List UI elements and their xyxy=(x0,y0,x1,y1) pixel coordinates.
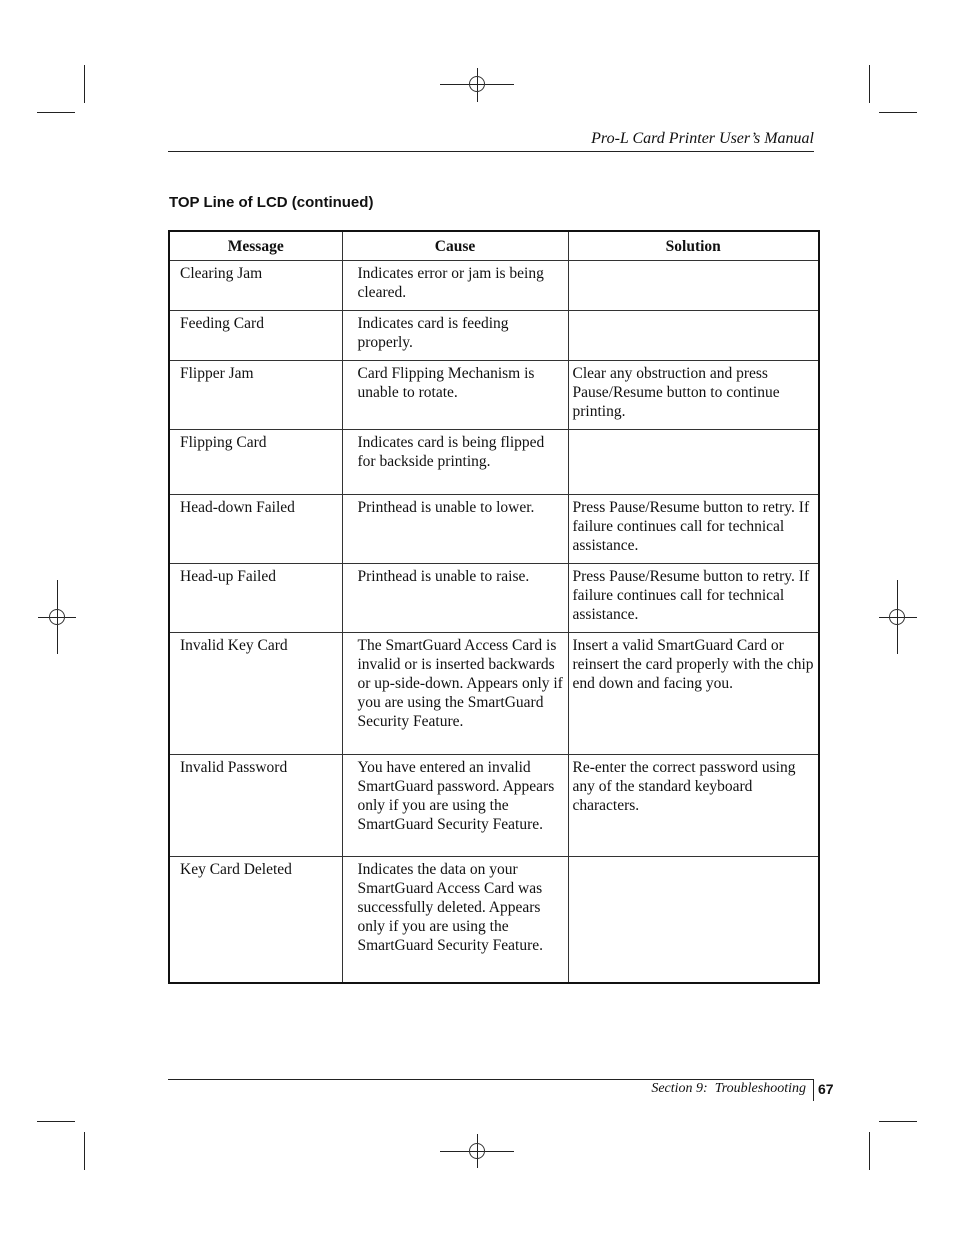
message-cell: Feeding Card xyxy=(169,310,342,360)
message-cell: Key Card Deleted xyxy=(169,856,342,983)
solution-cell xyxy=(568,856,819,983)
footer-section-label: Section 9: Troubleshooting xyxy=(651,1081,806,1096)
table-row xyxy=(169,754,819,856)
cause-cell: Printhead is unable to lower. xyxy=(342,494,568,563)
message-cell: Invalid Key Card xyxy=(169,632,342,754)
cause-cell: Indicates the data on your SmartGuard Access Card was successfully deleted. Appears only if you are using the SmartGuard Security Feature. xyxy=(342,856,568,983)
column-header-message: Message xyxy=(169,231,342,260)
message-cell: Invalid Password xyxy=(169,754,342,856)
table-row xyxy=(169,360,819,429)
solution-cell: Re-enter the correct password using any of the standard keyboard characters. xyxy=(568,754,819,856)
message-cell: Flipping Card xyxy=(169,429,342,494)
table-row xyxy=(169,632,819,754)
cause-cell: Indicates card is feeding properly. xyxy=(342,310,568,360)
cause-cell: Indicates card is being flipped for backside printing. xyxy=(342,429,568,494)
message-cell: Head-up Failed xyxy=(169,563,342,632)
cause-cell: The SmartGuard Access Card is invalid or is inserted backwards or up-side-down. Appears only if you are using the SmartGuard Security Feature. xyxy=(342,632,568,754)
cause-cell: Card Flipping Mechanism is unable to rotate. xyxy=(342,360,568,429)
message-cell: Head-down Failed xyxy=(169,494,342,563)
column-header-cause: Cause xyxy=(342,231,568,260)
solution-cell: Press Pause/Resume button to retry. If failure continues call for technical assistance. xyxy=(568,563,819,632)
lcd-messages-table xyxy=(168,230,820,984)
running-header: Pro-L Card Printer User’s Manual xyxy=(591,130,814,147)
column-header-solution: Solution xyxy=(568,231,819,260)
cause-cell: You have entered an invalid SmartGuard password. Appears only if you are using the SmartGuard Security Feature. xyxy=(342,754,568,856)
solution-cell xyxy=(568,260,819,310)
solution-cell xyxy=(568,429,819,494)
table-row xyxy=(169,260,819,310)
solution-cell: Press Pause/Resume button to retry. If failure continues call for technical assistance. xyxy=(568,494,819,563)
footer-separator xyxy=(813,1079,814,1101)
cause-cell: Printhead is unable to raise. xyxy=(342,563,568,632)
message-cell: Flipper Jam xyxy=(169,360,342,429)
header-rule xyxy=(168,151,814,152)
solution-cell xyxy=(568,310,819,360)
table-row xyxy=(169,494,819,563)
footer-rule xyxy=(168,1079,814,1080)
table-row xyxy=(169,429,819,494)
message-cell: Clearing Jam xyxy=(169,260,342,310)
page-number: 67 xyxy=(818,1081,834,1097)
table-row xyxy=(169,856,819,983)
table-row xyxy=(169,310,819,360)
solution-cell: Insert a valid SmartGuard Card or reinsert the card properly with the chip end down and facing you. xyxy=(568,632,819,754)
cause-cell: Indicates error or jam is being cleared. xyxy=(342,260,568,310)
table-header-row xyxy=(169,231,819,260)
section-title: TOP Line of LCD (continued) xyxy=(169,194,374,211)
table-row xyxy=(169,563,819,632)
solution-cell: Clear any obstruction and press Pause/Resume button to continue printing. xyxy=(568,360,819,429)
